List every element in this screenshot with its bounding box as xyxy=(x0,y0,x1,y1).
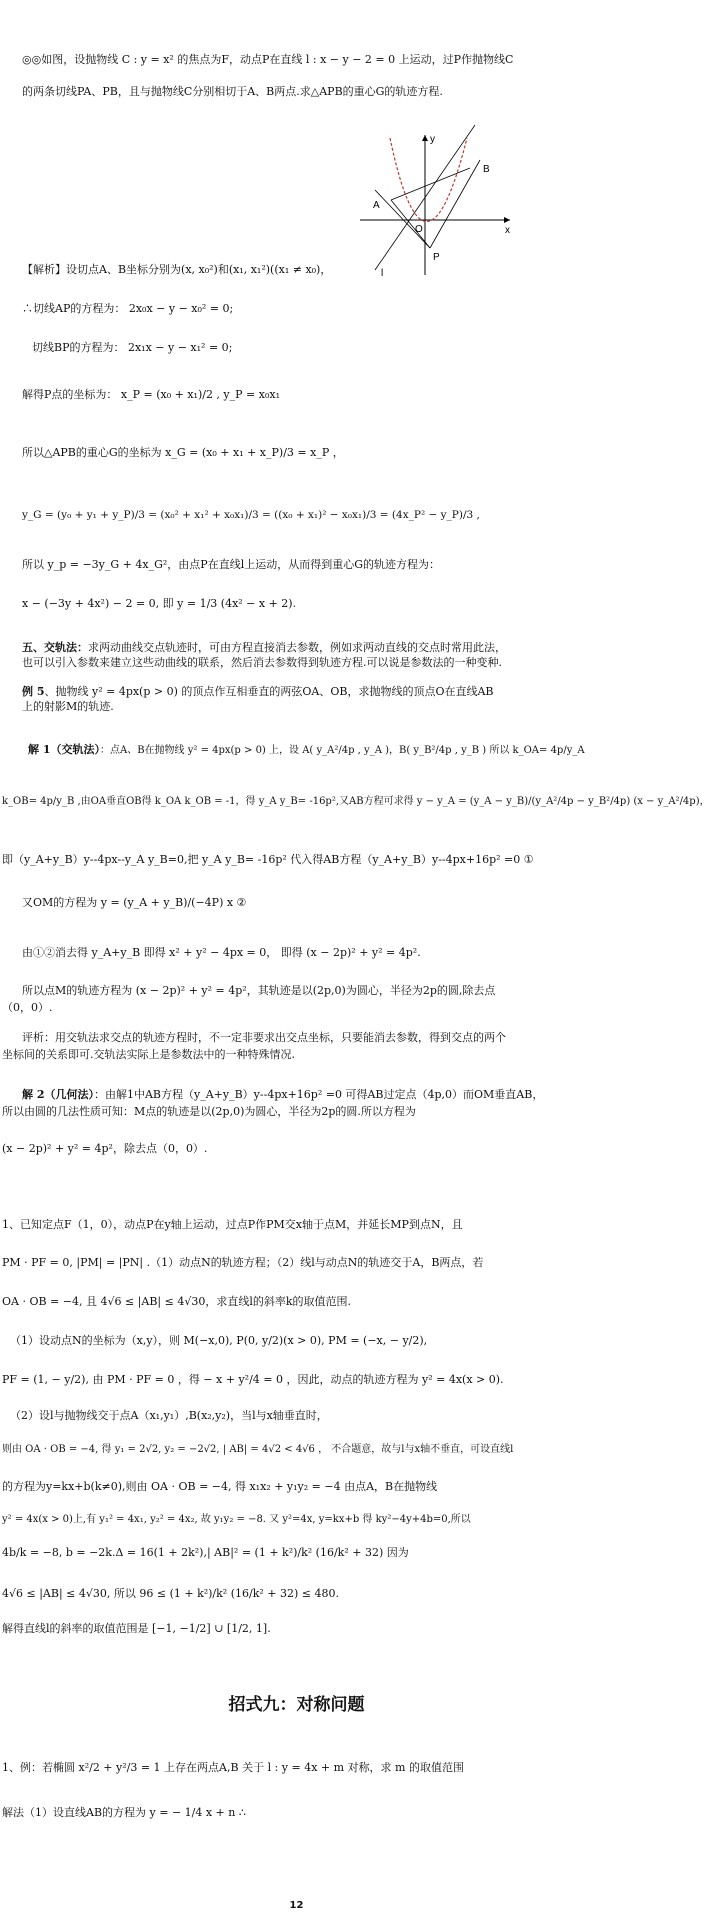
problem-1-text-3: OA · OB = −4, 且 4√6 ≤ |AB| ≤ 4√30，求直线l的斜率k的取值范围. xyxy=(2,1295,352,1308)
centroid-y: y_G = (y₀ + y₁ + y_P)/3 = (x₀² + x₁² + x₀x₁)/3 = ((x₀ + x₁)² − x₀x₁)/3 = (4x_P² − y_P)/3 , xyxy=(22,509,480,521)
comment-2: 坐标间的关系即可.交轨法实际上是参数法中的一种特殊情况. xyxy=(2,1048,295,1061)
problem-1-text-2: PM · PF = 0, |PM| = |PN| .（1）动点N的轨迹方程；（2）线l与动点N的轨迹交于A，B两点，若 xyxy=(2,1256,484,1269)
tangent-pb xyxy=(430,160,480,248)
eliminate: 由①②消去得 y_A+y_B 即得 x² + y² − 4px = 0， 即得 (x − 2p)² + y² = 4p². xyxy=(22,946,421,959)
method5-block xyxy=(22,640,583,655)
ex5-label: 例 5 xyxy=(22,685,45,698)
ex5-text: 、抛物线 y² = 4px(p > 0) 的顶点作互相垂直的两弦OA、OB，求抛物线的顶点O在直线AB xyxy=(44,685,494,698)
method5-title: 五、交轨法： xyxy=(22,641,88,654)
problem-1-sol-3: （2）设l与抛物线交于点A（x₁,y₁）,B(x₂,y₂)，当l与x轴垂直时， xyxy=(10,1409,328,1422)
ex5-block xyxy=(22,684,583,699)
ex5-text-2: 上的射影M的轨迹. xyxy=(22,700,114,713)
tangent-ap: ∴切线AP的方程为： 2x₀x − y − x₀² = 0; xyxy=(22,302,234,315)
problem-1-sol-6: y² = 4x(x > 0)上,有 y₁² = 4x₁, y₂² = 4x₂, 故 y₁y₂ = −8. 又 y²=4x, y=kx+b 得 ky²−4y+4b=0,所以 xyxy=(2,1514,471,1525)
label-b: B xyxy=(483,164,490,175)
problem-1-sol-7: 4b/k = −8, b = −2k.Δ = 16(1 + 2k²),| AB|² = (1 + k²)/k² (16/k² + 32) 因为 xyxy=(2,1546,409,1559)
sol2-text-2: 所以由圆的几法性质可知：M点的轨迹是以(2p,0)为圆心，半径为2p的圆.所以方程为 xyxy=(2,1105,416,1118)
problem-1-sol-9: 解得直线l的斜率的取值范围是 [−1, −1/2] ∪ [1/2, 1]. xyxy=(2,1622,271,1635)
method5-text-2: 也可以引入参数来建立这些动曲线的联系，然后消去参数得到轨迹方程.可以说是参数法的一种变种. xyxy=(22,656,502,669)
kob-text: k_OB= 4p/y_B ,由OA垂直OB得 k_OA k_OB = -1，得 y_A y_B= -16p²,又AB方程可求得 y − y_A = (y_A − y_B)/(y_A²/4p − y_B²/4p) (x − y_A²/4p)， xyxy=(2,796,710,807)
parabola-figure xyxy=(355,130,515,280)
comment: 评析：用交轨法求交点的轨迹方程时，不一定非要求出交点坐标，只要能消去参数，得到交点的两个 xyxy=(22,1031,506,1044)
sol1-block xyxy=(28,742,583,758)
x-arrow xyxy=(504,217,510,223)
m-locus: 所以点M的轨迹方程为 (x − 2p)² + y² = 4p²，其轨迹是以(2p,0)为圆心，半径为2p的圆,除去点 xyxy=(22,984,496,997)
centroid-x: 所以△APB的重心G的坐标为 x_G = (x₀ + x₁ + x_P)/3 = x_P ， xyxy=(22,446,344,459)
page-number: 12 xyxy=(289,1900,304,1911)
label-o: O xyxy=(415,224,423,235)
problem-1-sol-8: 4√6 ≤ |AB| ≤ 4√30, 所以 96 ≤ (1 + k²)/k² (16/k² + 32) ≤ 480. xyxy=(2,1587,339,1600)
sol2-block xyxy=(22,1087,583,1102)
tangent-pa xyxy=(375,190,430,248)
method5-text: 求两动曲线交点轨迹时，可由方程直接消去参数，例如求两动直线的交点时常用此法， xyxy=(88,641,506,654)
problem-1-sol-5: 的方程为y=kx+b(k≠0),则由 OA · OB = −4, 得 x₁x₂ + y₁y₂ = −4 由点A，B在抛物线 xyxy=(2,1480,438,1493)
intro-problem: ◎◎如图，设抛物线 C : y = x² 的焦点为F，动点P在直线 l : x − y − 2 = 0 上运动，过P作抛物线C xyxy=(22,53,514,66)
intro-problem-2: 的两条切线PA、PB，且与抛物线C分别相切于A、B两点.求△APB的重心G的轨迹方程. xyxy=(22,85,443,98)
label-y: y xyxy=(430,134,435,145)
chord-ab xyxy=(391,168,470,200)
sol2-text: ：由解1中AB方程（y_A+y_B）y--4px+16p² =0 可得AB过定点（4p,0）而OM垂直AB， xyxy=(93,1088,544,1101)
label-x: x xyxy=(505,225,510,236)
y-arrow xyxy=(422,135,428,141)
tangent-bp: 切线BP的方程为： 2x₁x − y − x₁² = 0; xyxy=(32,341,233,354)
symmetry-solution: 解法（1）设直线AB的方程为 y = − 1/4 x + n ∴ xyxy=(2,1806,246,1819)
sol1-text: ：点A、B在抛物线 y² = 4px(p > 0) 上，设 A( y_A²/4p , y_A )，B( y_B²/4p , y_B ) 所以 k_OA= 4p/y_A xyxy=(99,745,585,756)
m-locus-2: （0，0）. xyxy=(2,1001,53,1014)
label-p: P xyxy=(433,252,440,263)
sol1-label: 解 1（交轨法） xyxy=(28,743,100,756)
om-equation: 又OM的方程为 y = (y_A + y_B)/(−4P) x ② xyxy=(22,896,247,909)
p-coords: 解得P点的坐标为： x_P = (x₀ + x₁)/2 , y_P = x₀x₁ xyxy=(22,388,280,401)
locus-equation: x − (−3y + 4x²) − 2 = 0, 即 y = 1/3 (4x² − x + 2). xyxy=(22,597,297,610)
section-title: 招式九：对称问题 xyxy=(228,1695,365,1715)
problem-1-sol-4: 则由 OA · OB = −4, 得 y₁ = 2√2, y₂ = −2√2, | AB| = 4√2 < 4√6 ， 不合题意，故与l与x轴不垂直，可设直线l xyxy=(2,1444,514,1455)
symmetry-example: 1、例：若椭圆 x²/2 + y²/3 = 1 上存在两点A,B 关于 l : y = 4x + m 对称，求 m 的取值范围 xyxy=(2,1761,464,1774)
sol2-text-3: (x − 2p)² + y² = 4p²，除去点（0，0）. xyxy=(2,1142,208,1155)
so-yp: 所以 y_p = −3y_G + 4x_G²，由点P在直线l上运动，从而得到重心G的轨迹方程为： xyxy=(22,558,440,571)
parabola-curve xyxy=(390,138,467,222)
problem-1-sol-2: PF = (1, − y/2), 由 PM · PF = 0 ，得 − x + y²/4 = 0 ，因此，动点的轨迹方程为 y² = 4x(x > 0). xyxy=(2,1373,504,1386)
ab-equation: 即（y_A+y_B）y--4px--y_A y_B=0,把 y_A y_B= -16p² 代入得AB方程（y_A+y_B）y--4px+16p² =0 ① xyxy=(2,853,534,866)
solution-1: 【解析】设切点A、B坐标分别为(x, x₀²)和(x₁, x₁²)((x₁ ≠ x₀)， xyxy=(22,263,332,276)
problem-1-sol-1: （1）设动点N的坐标为（x,y），则 M(−x,0), P(0, y/2)(x > 0), PM = (−x, − y/2), xyxy=(10,1334,428,1347)
problem-1-text: 1、已知定点F（1，0），动点P在y轴上运动，过点P作PM交x轴于点M，并延长MP到点N，且 xyxy=(2,1218,463,1231)
label-l: l xyxy=(381,268,384,279)
sol2-label: 解 2（几何法） xyxy=(22,1088,94,1101)
label-a: A xyxy=(373,200,380,211)
